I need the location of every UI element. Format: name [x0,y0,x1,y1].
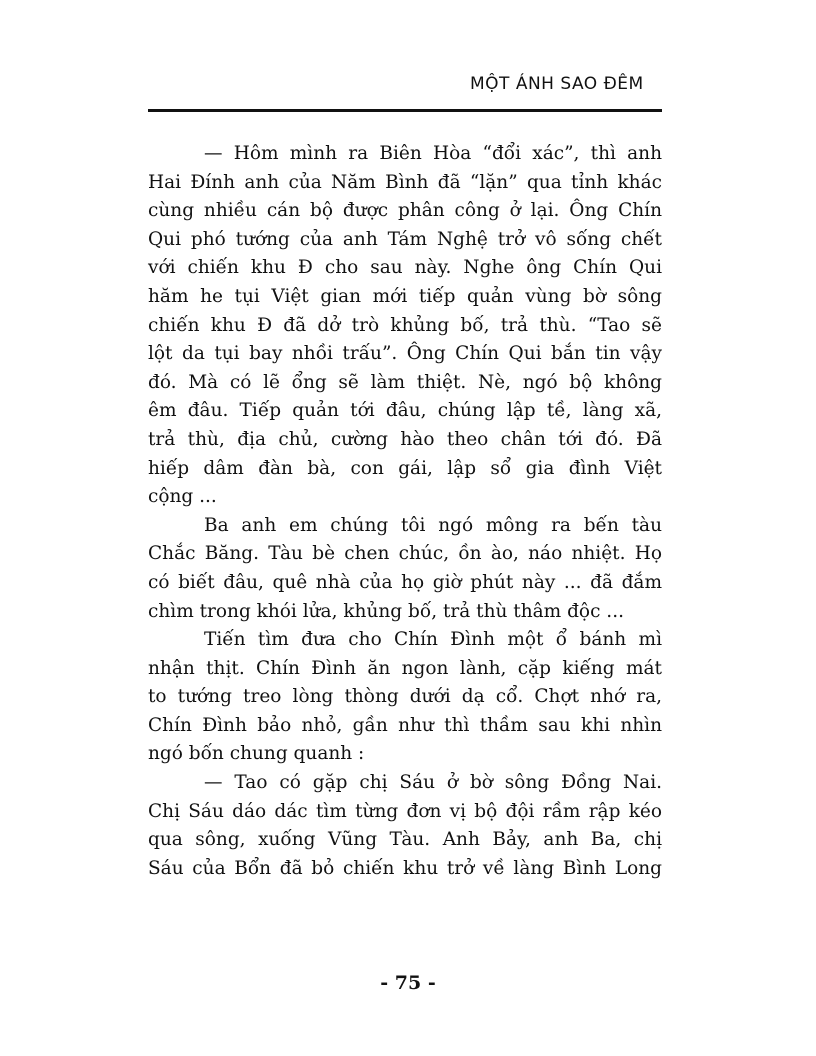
text-line: lột da tụi bay nhồi trấu”. Ông Chín Qui bắn tin vậy [148,343,662,365]
text-line: cùng nhiều cán bộ được phân công ở lại. Ông Chín [148,200,662,222]
header-divider [148,109,662,112]
text-line: to tướng treo lòng thòng dưới dạ cổ. Chợt nhớ ra, [148,686,662,708]
text-line: Sáu của Bổn đã bỏ chiến khu trở về làng Bình Long [148,857,662,879]
text-line: Qui phó tướng của anh Tám Nghệ trở vô sống chết [148,228,662,250]
text-line: hiếp dâm đàn bà, con gái, lập sổ gia đình Việt [148,457,662,479]
text-line: Chín Đình bảo nhỏ, gần như thì thầm sau khi nhìn [148,714,662,736]
text-line: chiến khu Đ đã dở trò khủng bố, trả thù. “Tao sẽ [148,314,662,336]
text-line: — Tao có gặp chị Sáu ở bờ sông Đồng Nai. [204,772,662,794]
text-line: nhận thịt. Chín Đình ăn ngon lành, cặp kiếng mát [148,657,662,679]
page-number: - 75 - [380,972,436,994]
text-line: Tiến tìm đưa cho Chín Đình một ổ bánh mì [204,629,662,651]
running-header: MỘT ÁNH SAO ĐÊM [470,74,644,94]
text-line: hăm he tụi Việt gian mới tiếp quản vùng bờ sông [148,285,662,307]
body-text [148,140,662,883]
text-line: êm đâu. Tiếp quản tới đâu, chúng lập tề, làng xã, [148,400,662,422]
text-line: đó. Mà có lẽ ổng sẽ làm thiệt. Nè, ngó bộ không [148,371,662,393]
text-line: Chắc Băng. Tàu bè chen chúc, ồn ào, náo nhiệt. Họ [148,543,662,565]
text-line: qua sông, xuống Vũng Tàu. Anh Bảy, anh Ba, chị [148,829,662,851]
text-line: trả thù, địa chủ, cường hào theo chân tới đó. Đã [148,428,662,450]
text-line: chìm trong khói lửa, khủng bố, trả thù thâm độc ... [148,600,624,622]
text-line: với chiến khu Đ cho sau này. Nghe ông Chín Qui [148,257,662,279]
text-line: Hai Đính anh của Năm Bình đã “lặn” qua tỉnh khác [148,171,662,193]
text-line: — Hôm mình ra Biên Hòa “đổi xác”, thì anh [204,143,662,164]
text-line: có biết đâu, quê nhà của họ giờ phút này ... đã đắm [148,571,662,593]
text-line: Chị Sáu dáo dác tìm từng đơn vị bộ đội rầm rập kéo [148,800,662,822]
text-line: Ba anh em chúng tôi ngó mông ra bến tàu [204,514,662,536]
text-line: ngó bốn chung quanh : [148,743,365,765]
text-line: cộng ... [148,486,217,508]
